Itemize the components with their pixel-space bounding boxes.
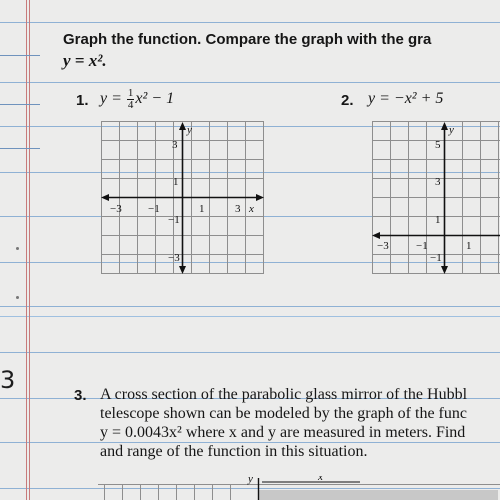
problem-3-number: 3. xyxy=(74,387,87,404)
x-tick-label: 3 xyxy=(235,203,241,215)
x-tick-label: −1 xyxy=(416,240,428,252)
x-axis-arrow-left-icon xyxy=(372,232,380,239)
figure-x-label: x xyxy=(318,476,323,483)
x-axis-arrow-left-icon xyxy=(101,194,109,201)
notebook-rule xyxy=(0,22,500,23)
instruction-heading: Graph the function. Compare the graph with the gra xyxy=(63,31,432,48)
margin-mark xyxy=(0,104,40,105)
x-tick-label: −3 xyxy=(377,240,389,252)
problem-2-number: 2. xyxy=(341,92,354,109)
notebook-rule xyxy=(0,316,500,317)
x-tick-label: 1 xyxy=(199,203,205,215)
y-tick-label: 3 xyxy=(435,176,441,188)
y-axis-label: y xyxy=(449,124,454,136)
notebook-rule xyxy=(0,306,500,307)
y-axis-arrow-down-icon xyxy=(441,266,448,274)
figure-y-label: y xyxy=(248,476,253,485)
margin-line xyxy=(29,0,30,500)
y-axis-arrow-up-icon xyxy=(179,122,186,130)
x-axis-label: x xyxy=(249,203,254,215)
handwritten-number: 3 xyxy=(0,366,16,394)
y-tick-label: −1 xyxy=(430,252,442,264)
x-tick-label: −3 xyxy=(110,203,122,215)
equation-text: y = xyxy=(100,90,126,108)
x-axis-arrow-right-icon xyxy=(256,194,264,201)
pencil-mark xyxy=(16,296,19,299)
problem-3-line: y = 0.0043x² where x and y are measured in meters. Find xyxy=(100,424,466,441)
y-tick-label: −3 xyxy=(168,252,180,264)
y-tick-label: 3 xyxy=(172,139,178,151)
problem-1-grid xyxy=(101,121,265,275)
problem-3-text xyxy=(100,385,500,461)
notebook-rule xyxy=(0,352,500,353)
margin-mark xyxy=(0,148,40,149)
fraction-denominator: 4 xyxy=(127,99,134,111)
problem-3-line: and range of the function in this situation. xyxy=(100,443,368,460)
y-tick-label: 1 xyxy=(173,176,179,188)
problem-3-line: A cross section of the parabolic glass mirror of the Hubbl xyxy=(100,386,468,403)
x-tick-label: −1 xyxy=(148,203,160,215)
y-tick-label: 1 xyxy=(435,214,441,226)
problem-3-line: telescope shown can be modeled by the graph of the func xyxy=(100,405,467,422)
notebook-rule xyxy=(0,82,500,83)
problem-3-figure xyxy=(98,476,500,500)
margin-line xyxy=(26,0,27,500)
instruction-heading-equation: y = x². xyxy=(63,51,107,70)
mirror-shape xyxy=(258,490,498,500)
problem-2-grid xyxy=(372,121,500,275)
pencil-mark xyxy=(16,247,19,250)
y-axis-arrow-up-icon xyxy=(441,122,448,130)
x-tick-label: 1 xyxy=(466,240,472,252)
problem-1-equation xyxy=(100,88,174,111)
y-tick-label: −1 xyxy=(168,214,180,226)
y-axis-arrow-down-icon xyxy=(179,266,186,274)
fraction-numerator: 1 xyxy=(127,87,134,99)
y-axis-label: y xyxy=(187,124,192,136)
equation-fraction xyxy=(127,88,135,111)
problem-2-equation: y = −x² + 5 xyxy=(368,90,444,107)
y-tick-label: 5 xyxy=(435,139,441,151)
margin-mark xyxy=(0,55,40,56)
problem-1-number: 1. xyxy=(76,92,89,109)
equation-text: x² − 1 xyxy=(135,90,175,108)
